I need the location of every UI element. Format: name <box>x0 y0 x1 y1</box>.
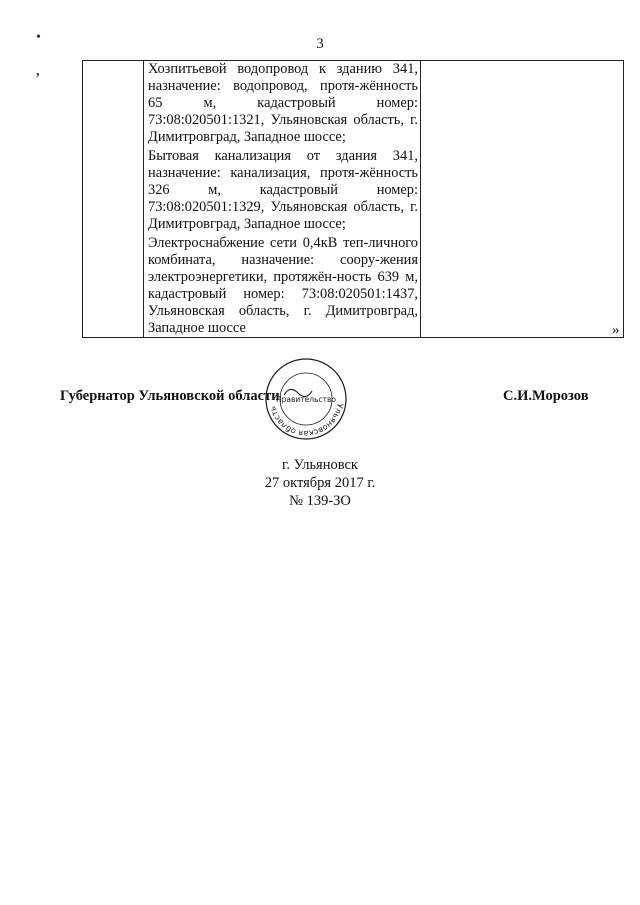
closing-quote: » <box>612 322 620 338</box>
seal-center-text: Правительство <box>276 395 336 404</box>
table-cell-number <box>83 61 144 338</box>
footer-city: г. Ульяновск <box>282 457 358 473</box>
table-cell-description <box>144 61 421 338</box>
signatory-title: Губернатор Ульяновской области <box>60 388 280 404</box>
table-cell-note <box>421 61 624 338</box>
margin-mark: • <box>36 30 41 45</box>
seal-ring-text: Ульяновская область <box>267 402 345 439</box>
signatory-name: С.И.Морозов <box>503 388 589 404</box>
table-row <box>83 61 624 338</box>
footer-number: № 139-ЗО <box>289 493 351 509</box>
official-seal <box>254 355 358 443</box>
property-entry: Электроснабжение сети 0,4кВ теп-личного комбината, назначение: соору-жения электроэнергетики, протяжён-ность 639 м, кадастровый номер: 73:08:020501:1437, Ульяновская область, г. Димитровград, Западное шоссе <box>148 235 418 336</box>
page-number: 3 <box>316 36 324 52</box>
property-entry: Бытовая канализация от здания 341, назначение: канализация, протя-жённость 326 м, кадастровый номер: 73:08:020501:1329, Ульяновская область, г. Димитровград, Западное шоссе; <box>148 148 418 232</box>
property-entry: Хозпитьевой водопровод к зданию 341, назначение: водопровод, протя-жённость 65 м, кадастровый номер: 73:08:020501:1321, Ульяновская область, г. Димитровград, Западное шоссе; <box>148 61 418 145</box>
margin-mark: , <box>36 64 40 79</box>
footer-date: 27 октября 2017 г. <box>264 475 376 491</box>
property-table <box>82 60 624 338</box>
document-footer <box>0 456 640 510</box>
